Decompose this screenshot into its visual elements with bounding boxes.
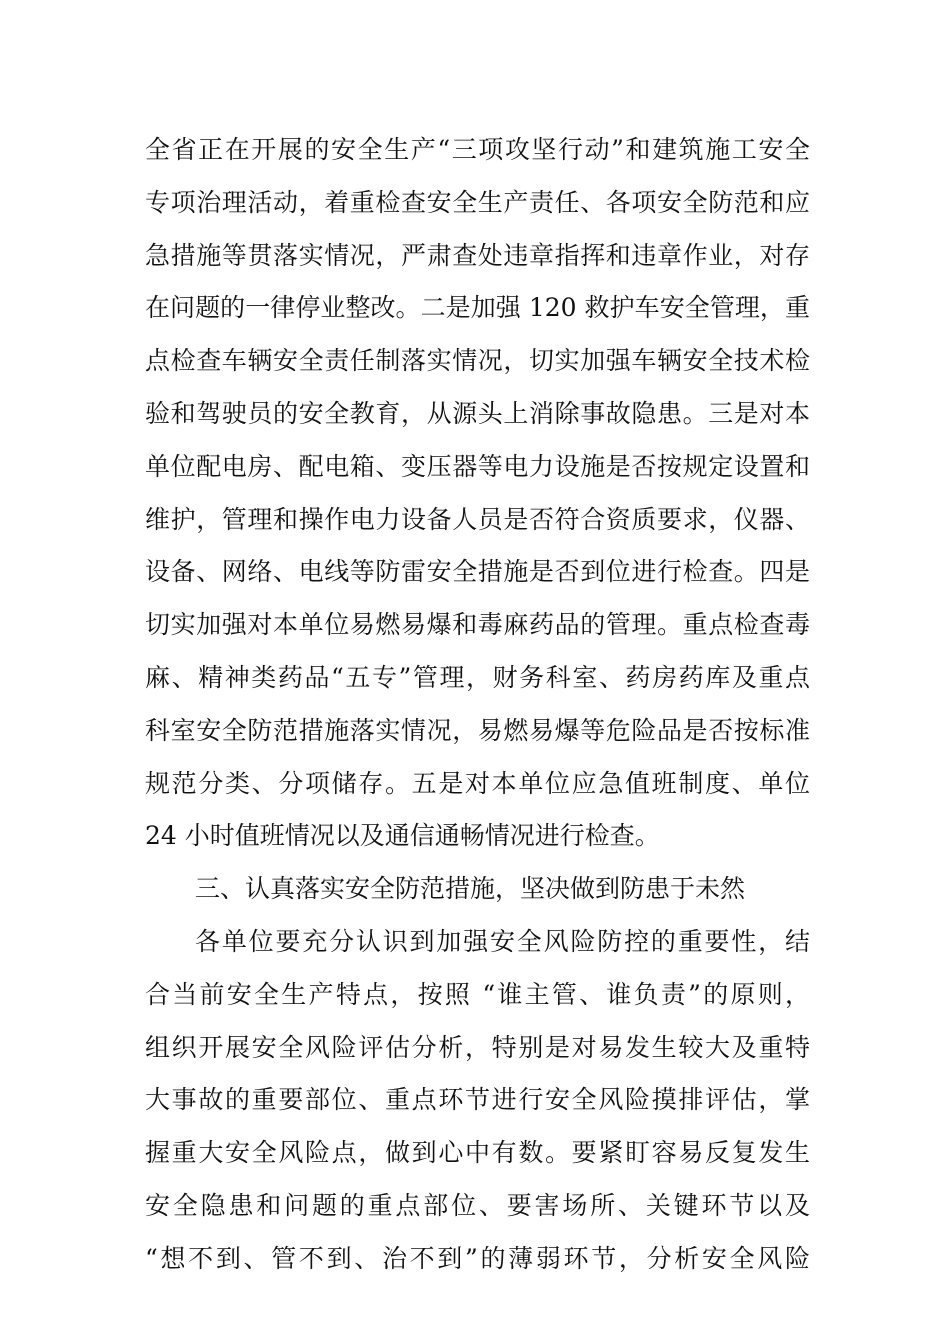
body-line: 规范分类、分项储存。五是对本单位应急值班制度、单位 xyxy=(145,768,810,798)
document-body xyxy=(145,124,810,1286)
body-line: 切实加强对本单位易燃易爆和毒麻药品的管理。重点检查毒 xyxy=(145,610,810,640)
body-line: 安全隐患和问题的重点部位、要害场所、关键环节以及 xyxy=(145,1190,810,1220)
body-line: “想不到、管不到、治不到”的薄弱环节，分析安全风险 xyxy=(145,1243,810,1273)
body-line: 验和驾驶员的安全教育，从源头上消除事故隐患。三是对本 xyxy=(145,398,810,428)
paragraph-end-line: 24 小时值班情况以及通信通畅情况进行检查。 xyxy=(145,821,660,851)
body-line: 急措施等贯落实情况，严肃查处违章指挥和违章作业，对存 xyxy=(145,240,810,270)
body-line: 点检查车辆安全责任制落实情况，切实加强车辆安全技术检 xyxy=(145,346,810,376)
body-line: 合当前安全生产特点，按照 “谁主管、谁负责”的原则， xyxy=(145,979,810,1009)
body-line: 科室安全防范措施落实情况，易燃易爆等危险品是否按标准 xyxy=(145,715,810,745)
body-line: 维护，管理和操作电力设备人员是否符合资质要求，仪器、 xyxy=(145,504,810,534)
body-line: 在问题的一律停业整改。二是加强 120 救护车安全管理，重 xyxy=(145,293,810,323)
paragraph-first-line: 各单位要充分认识到加强安全风险防控的重要性，结 xyxy=(195,926,810,956)
body-line: 专项治理活动，着重检查安全生产责任、各项安全防范和应 xyxy=(145,187,810,217)
body-line: 组织开展安全风险评估分析，特别是对易发生较大及重特 xyxy=(145,1032,810,1062)
body-line: 握重大安全风险点，做到心中有数。要紧盯容易反复发生 xyxy=(145,1138,810,1168)
body-line: 单位配电房、配电箱、变压器等电力设施是否按规定设置和 xyxy=(145,451,810,481)
body-line: 麻、精神类药品“五专”管理，财务科室、药房药库及重点 xyxy=(145,662,810,692)
body-line: 设备、网络、电线等防雷安全措施是否到位进行检查。四是 xyxy=(145,557,810,587)
body-line: 全省正在开展的安全生产“三项攻坚行动”和建筑施工安全 xyxy=(145,135,810,164)
body-line: 大事故的重要部位、重点环节进行安全风险摸排评估，掌 xyxy=(145,1085,810,1115)
section-heading: 三、认真落实安全防范措施，坚决做到防患于未然 xyxy=(195,874,746,904)
